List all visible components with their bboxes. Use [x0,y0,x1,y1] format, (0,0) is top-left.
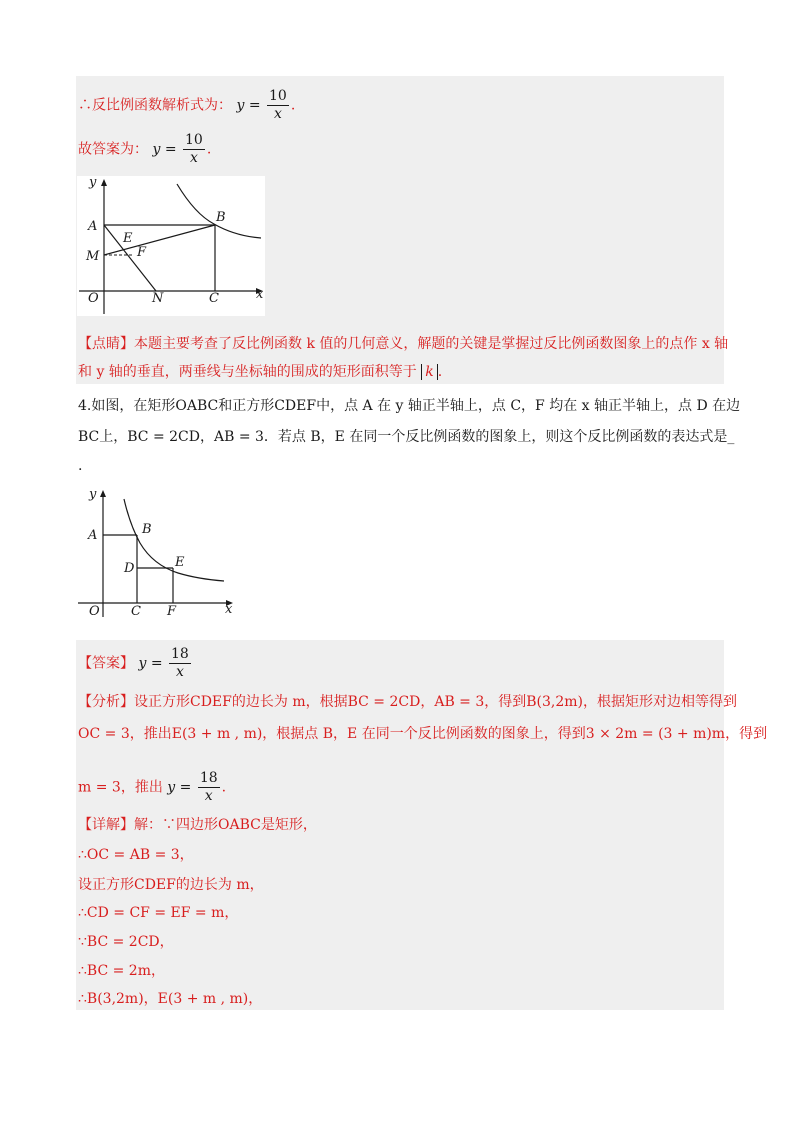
fraction-denominator: x [273,106,282,122]
solution-line-1 [78,88,296,122]
detail-line-1: 【详解】解：∵四边形OABC是矩形， [78,817,317,833]
fraction-18-over-x [169,646,191,681]
analysis-line-3-eq: y = [167,779,192,796]
solution-line-1-end: . [290,97,296,114]
fraction-numerator: 18 [199,770,218,786]
label-E: E [175,555,185,570]
label-N: N [152,291,164,306]
fraction-numerator: 18 [171,646,189,662]
label-A: A [88,528,98,543]
fraction-10-over-x [267,88,289,123]
label-x: x [256,287,264,302]
figure-1-background [77,176,265,316]
analysis-line-3-end: . [221,779,227,796]
answer-eq: y = [138,655,163,672]
hyperbola-curve [124,499,224,581]
label-O: O [89,604,100,619]
question-4-line-2: BC上，BC = 2CD，AB = 3．若点 B，E 在同一个反比例函数的图象上，则这个反比例函数的表达式是_ [78,429,735,445]
fraction-18-over-x [198,770,220,805]
detail-line-5: ∵BC = 2CD， [78,934,174,950]
fraction-denominator: x [189,150,198,166]
label-O: O [88,291,99,306]
analysis-line-3 [78,770,226,804]
label-F: F [167,604,177,619]
label-C: C [209,291,219,306]
answer-line-end: . [206,141,212,158]
dianjing-line-2-end: . [437,364,443,380]
figure-2-graph [78,485,238,620]
dianjing-line-2 [78,362,442,382]
label-E: E [123,231,133,246]
detail-line-4: ∴CD = CF = EF = m， [78,905,239,921]
dianjing-line-2-prefix: 和 y 轴的垂直，两垂线与坐标轴的围成的矩形面积等于 [78,364,417,380]
label-F: F [137,245,147,260]
solution-line-1-eq: y = [236,97,261,114]
detail-line-7: ∴B(3,2m)，E(3 + m , m)， [78,991,263,1007]
fraction-10-over-x [183,132,205,167]
label-D: D [124,561,135,576]
label-y: y [89,487,97,502]
label-A: A [88,219,98,234]
question-4-line-3: . [78,458,83,474]
analysis-line-2: OC = 3，推出E(3 + m , m)，根据点 B，E 在同一个反比例函数的图象上，得到3 × 2m = (3 + m)m，得到 [78,726,768,742]
answer-line-eq: y = [152,141,177,158]
fraction-numerator: 10 [269,88,287,104]
analysis-line-3-prefix: m = 3，推出 [78,779,163,796]
y-axis-arrow [100,490,106,497]
fraction-denominator: x [204,788,213,804]
abs-k: k [421,364,437,380]
answer-line-prefix: 故答案为： [78,141,148,158]
detail-line-2: ∴OC = AB = 3， [78,847,194,863]
label-B: B [216,210,226,225]
label-C: C [131,604,141,619]
analysis-line-1: 【分析】设正方形CDEF的边长为 m，根据BC = 2CD，AB = 3，得到B(3,2m)，根据矩形对边相等得到 [78,694,738,710]
question-4-line-1: 4.如图，在矩形OABC和正方形CDEF中，点 A 在 y 轴正半轴上，点 C，F 均在 x 轴正半轴上，点 D 在边 [78,398,741,414]
dianjing-line-1: 【点睛】本题主要考查了反比例函数 k 值的几何意义，解题的关键是掌握过反比例函数图象上的点作 x 轴 [78,336,729,352]
label-y: y [89,176,97,190]
label-M: M [86,249,100,264]
answer-row [78,646,193,680]
solution-line-1-prefix: ∴反比例函数解析式为： [78,97,232,114]
answer-line [78,132,211,166]
label-x: x [225,602,233,617]
figure-1-graph [77,176,265,316]
fraction-numerator: 10 [185,132,203,148]
fraction-denominator: x [175,664,184,680]
detail-line-6: ∴BC = 2m， [78,963,165,979]
answer-label: 【答案】 [78,655,134,672]
detail-line-3: 设正方形CDEF的边长为 m， [78,877,264,893]
label-B: B [142,522,152,537]
